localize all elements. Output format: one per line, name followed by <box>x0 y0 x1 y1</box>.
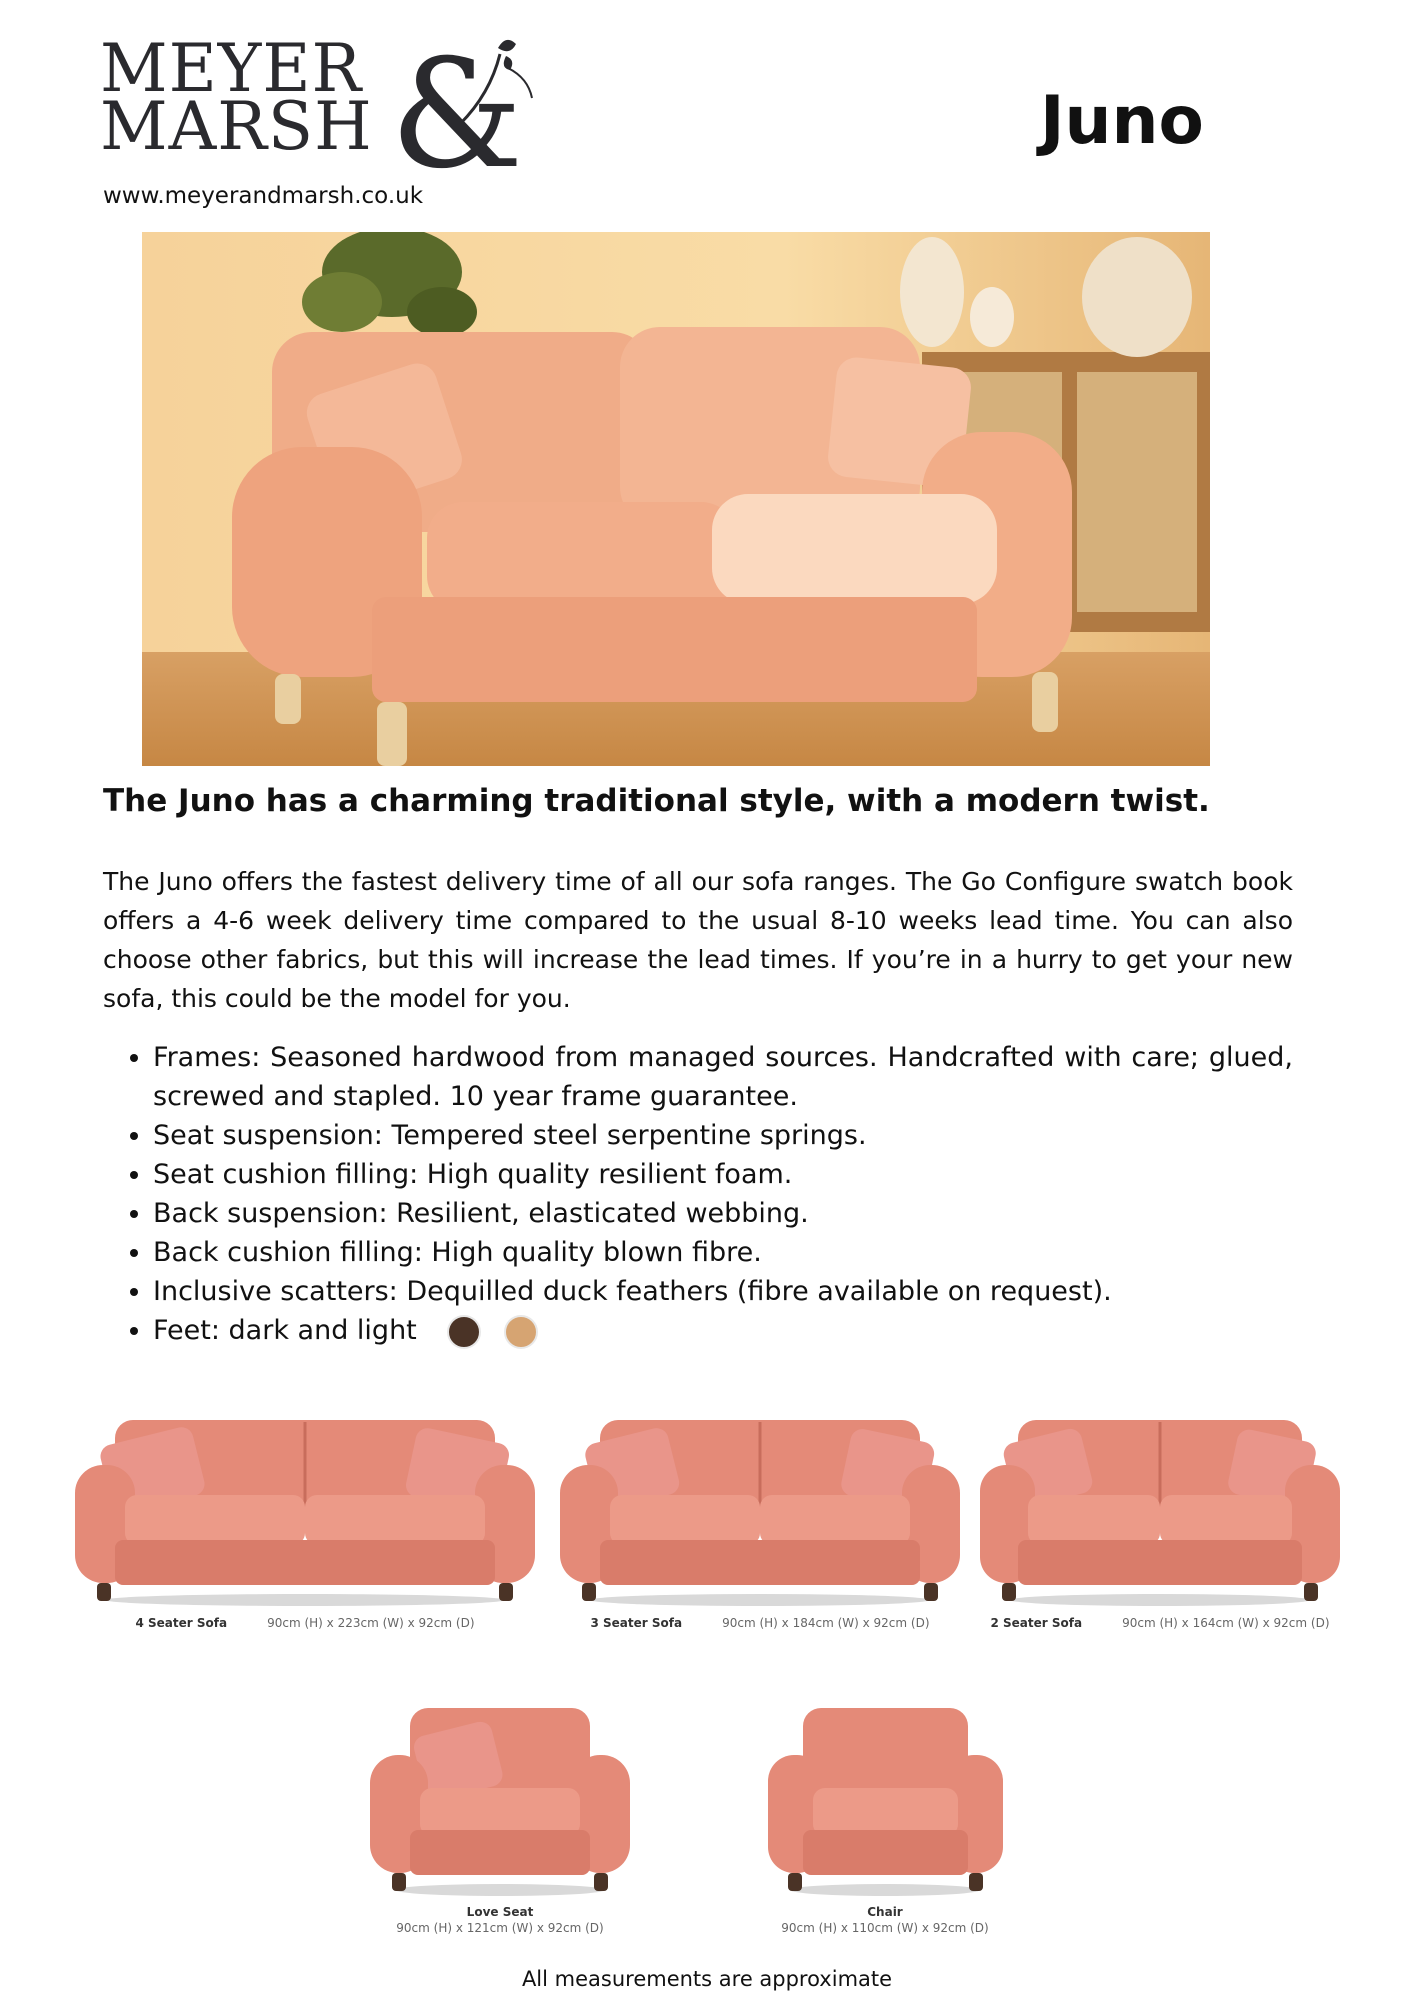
love-seat-illustration <box>370 1700 630 1900</box>
hero-sofa-image <box>142 232 1210 766</box>
product-dims: 90cm (H) x 121cm (W) x 92cm (D) <box>396 1921 604 1935</box>
specs-list <box>103 1038 1293 1350</box>
logo-line-marsh: MARSH <box>100 88 373 165</box>
product-name: 2 Seater Sofa <box>990 1616 1083 1630</box>
product-dims: 90cm (H) x 110cm (W) x 92cm (D) <box>781 1921 989 1935</box>
product-chair <box>755 1700 1015 1936</box>
feet-swatches <box>433 1311 538 1350</box>
spec-seat-cushion: • Seat cushion filling: High quality resilient foam. <box>153 1155 1293 1194</box>
dark-foot-swatch-icon <box>447 1315 481 1349</box>
product-3-seater <box>555 1410 965 1630</box>
chair-illustration <box>768 1700 1003 1900</box>
logo-ampersand-icon <box>388 28 548 178</box>
brand-logo-text <box>100 30 400 165</box>
description-paragraph: The Juno offers the fastest delivery time of all our sofa ranges. The Go Configure swatch book offers a 4-6 week delivery time compared to the usual 8-10 weeks lead time. You can also choose other fabrics, but this will increase the lead times. If you’re in a hurry to get your new sofa, this could be the model for you. <box>103 867 1293 1013</box>
product-name: 3 Seater Sofa <box>590 1616 683 1630</box>
page-title: Juno <box>1040 82 1204 159</box>
logo-line-meyer: MEYER <box>100 30 363 107</box>
sofa-4-seater-illustration <box>75 1410 535 1610</box>
product-name: 4 Seater Sofa <box>135 1616 228 1630</box>
product-love-seat <box>355 1700 645 1936</box>
spec-back-suspension: • Back suspension: Resilient, elasticated webbing. <box>153 1194 1293 1233</box>
footer-note: All measurements are approximate <box>521 1967 893 1991</box>
logo-amp-glyph: & <box>390 28 524 178</box>
sofa-3-seater-illustration <box>560 1410 960 1610</box>
website-url[interactable]: www.meyerandmarsh.co.uk <box>103 183 424 209</box>
light-foot-swatch-icon <box>504 1315 538 1349</box>
product-dims: 90cm (H) x 223cm (W) x 92cm (D) <box>267 1616 475 1630</box>
tagline: The Juno has a charming traditional style, with a modern twist. <box>103 783 1210 819</box>
product-name: Love Seat <box>466 1905 534 1919</box>
product-name: Chair <box>867 1905 903 1919</box>
spec-scatters: • Inclusive scatters: Dequilled duck feathers (fibre available on request). <box>153 1272 1293 1311</box>
product-2-seater <box>975 1410 1345 1630</box>
spec-seat-suspension: • Seat suspension: Tempered steel serpentine springs. <box>153 1116 1293 1155</box>
spec-frames: • Frames: Seasoned hardwood from managed sources. Handcrafted with care; glued, screwed and stapled. 10 year frame guarantee. <box>153 1038 1293 1116</box>
product-dims: 90cm (H) x 184cm (W) x 92cm (D) <box>722 1616 930 1630</box>
spec-back-cushion: • Back cushion filling: High quality blown fibre. <box>153 1233 1293 1272</box>
product-4-seater <box>70 1410 540 1630</box>
spec-feet <box>153 1311 1293 1350</box>
product-dims: 90cm (H) x 164cm (W) x 92cm (D) <box>1122 1616 1330 1630</box>
spec-feet-text: Feet: dark and light <box>153 1315 417 1346</box>
sofa-2-seater-illustration <box>980 1410 1340 1610</box>
